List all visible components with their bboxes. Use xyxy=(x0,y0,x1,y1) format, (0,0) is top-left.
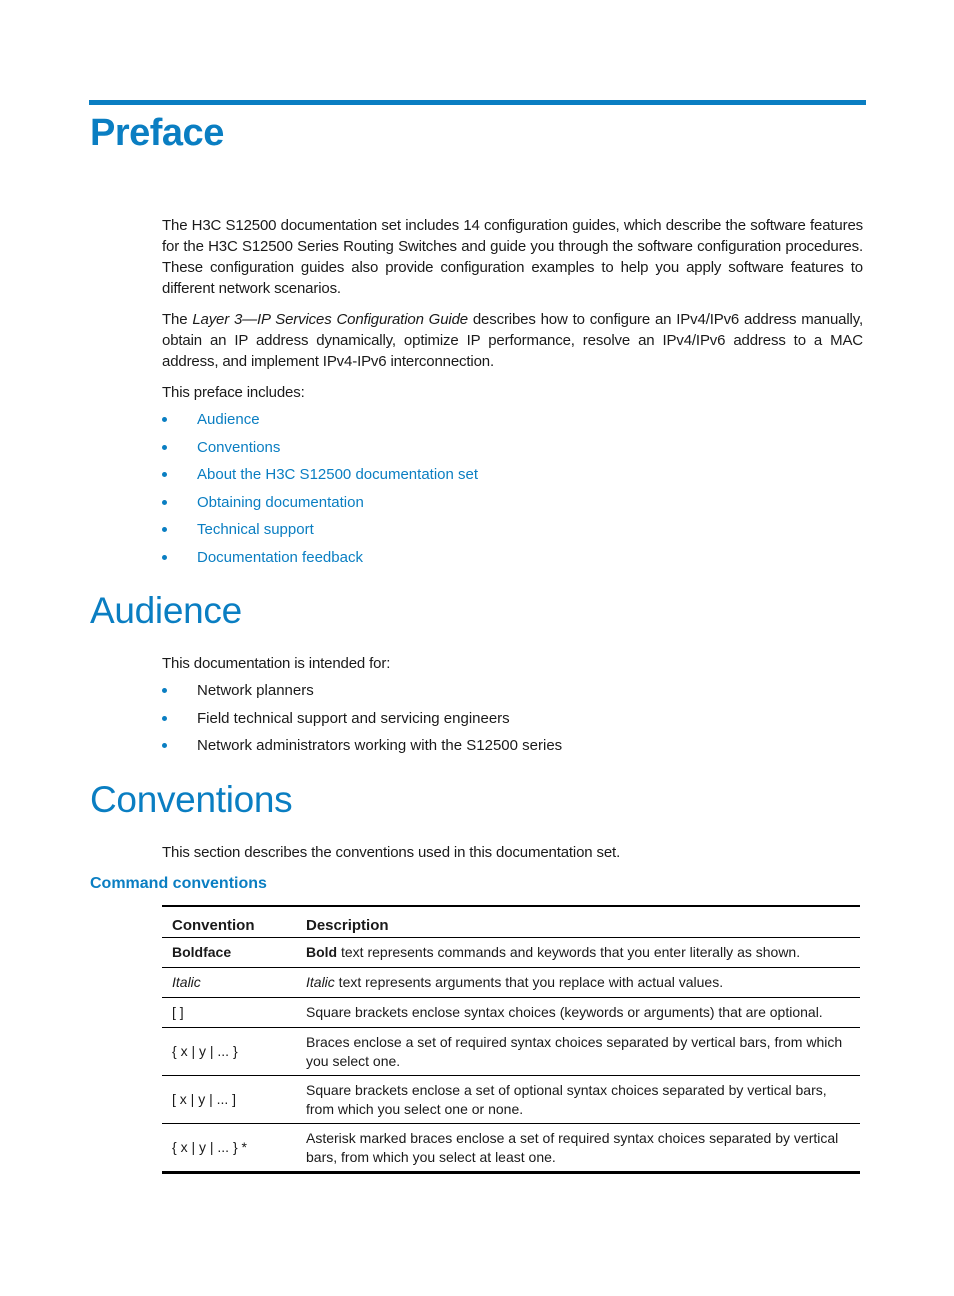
description-cell: Braces enclose a set of required syntax choices separated by vertical bars, from which you select one. xyxy=(296,1028,860,1076)
audience-intro: This documentation is intended for: xyxy=(162,655,391,672)
toc-item-about[interactable] xyxy=(162,465,478,493)
convention-cell: { x | y | ... } xyxy=(162,1028,296,1076)
page-title: Preface xyxy=(90,112,224,154)
toc-item-conventions[interactable] xyxy=(162,438,478,466)
description-cell: Square brackets enclose syntax choices (keywords or arguments) that are optional. xyxy=(296,998,860,1028)
list-item xyxy=(162,709,562,737)
guide-paragraph-lead: The xyxy=(162,311,193,328)
list-item-text: Field technical support and servicing engineers xyxy=(197,709,510,727)
guide-paragraph xyxy=(162,309,863,372)
command-conventions-heading: Command conventions xyxy=(90,875,267,892)
toc-link[interactable]: Conventions xyxy=(197,438,281,456)
table-row xyxy=(162,998,860,1028)
description-lead: Bold xyxy=(306,944,338,960)
convention-cell: [ x | y | ... ] xyxy=(162,1076,296,1124)
description-cell: Asterisk marked braces enclose a set of required syntax choices separated by vertical bars, from which you select at least one. xyxy=(296,1124,860,1173)
convention-cell: Italic xyxy=(162,968,296,998)
convention-cell: [ ] xyxy=(162,998,296,1028)
convention-cell: Boldface xyxy=(162,938,296,968)
description-cell: Square brackets enclose a set of optional syntax choices separated by vertical bars, from which you select one or none. xyxy=(296,1076,860,1124)
bullet-icon xyxy=(162,500,167,505)
table-header-row xyxy=(162,906,860,938)
toc-item-support[interactable] xyxy=(162,520,478,548)
description-cell xyxy=(296,968,860,998)
bullet-icon xyxy=(162,688,167,693)
bullet-icon xyxy=(162,445,167,450)
bullet-icon xyxy=(162,743,167,748)
guide-paragraph-rest: describes how to configure an IPv4/IPv6 address manually, obtain an IP address dynamically, optimize IP performance, resolve an IPv4/IPv6 address to a MAC address, and implement IPv4-IPv6 interconnection. xyxy=(162,311,863,370)
table-row xyxy=(162,1076,860,1124)
toc-link[interactable]: Technical support xyxy=(197,521,314,539)
bullet-icon xyxy=(162,716,167,721)
column-header-convention: Convention xyxy=(162,906,296,938)
bullet-icon xyxy=(162,472,167,477)
table-row xyxy=(162,1028,860,1076)
description-cell xyxy=(296,938,860,968)
description-text: text represents arguments that you replace with actual values. xyxy=(334,974,724,990)
intro-paragraph: The H3C S12500 documentation set includes 14 configuration guides, which describe the software features for the H3C S12500 Series Routing Switches and guide you through the software configuration procedures. These configuration guides also provide configuration examples to help you apply software features to different network scenarios. xyxy=(162,217,863,297)
bullet-icon xyxy=(162,555,167,560)
toc-link[interactable]: Obtaining documentation xyxy=(197,493,364,511)
audience-list xyxy=(162,681,562,764)
list-item-text: Network administrators working with the S12500 series xyxy=(197,737,563,755)
description-text: text represents commands and keywords that you enter literally as shown. xyxy=(337,944,801,960)
guide-title: Layer 3—IP Services Configuration Guide xyxy=(192,311,468,328)
table-row xyxy=(162,938,860,968)
list-item xyxy=(162,736,562,764)
list-item-text: Network planners xyxy=(197,682,314,699)
toc-item-feedback[interactable] xyxy=(162,548,478,576)
preface-toc xyxy=(162,410,478,576)
command-conventions-table xyxy=(162,905,860,1174)
audience-heading: Audience xyxy=(90,590,242,631)
toc-item-obtaining[interactable] xyxy=(162,493,478,521)
conventions-intro: This section describes the conventions used in this documentation set. xyxy=(162,844,621,861)
description-lead: Italic xyxy=(306,974,335,990)
bullet-icon xyxy=(162,527,167,532)
toc-link[interactable]: Documentation feedback xyxy=(197,548,363,566)
toc-link[interactable]: Audience xyxy=(197,411,260,428)
toc-item-audience[interactable] xyxy=(162,410,478,438)
table-row xyxy=(162,1124,860,1173)
table-row xyxy=(162,968,860,998)
column-header-description: Description xyxy=(296,906,860,938)
conventions-heading: Conventions xyxy=(90,779,293,820)
title-rule xyxy=(89,100,866,105)
includes-label: This preface includes: xyxy=(162,384,305,401)
toc-link[interactable]: About the H3C S12500 documentation set xyxy=(197,466,479,484)
bullet-icon xyxy=(162,417,167,422)
convention-cell: { x | y | ... } * xyxy=(162,1124,296,1173)
list-item xyxy=(162,681,562,709)
